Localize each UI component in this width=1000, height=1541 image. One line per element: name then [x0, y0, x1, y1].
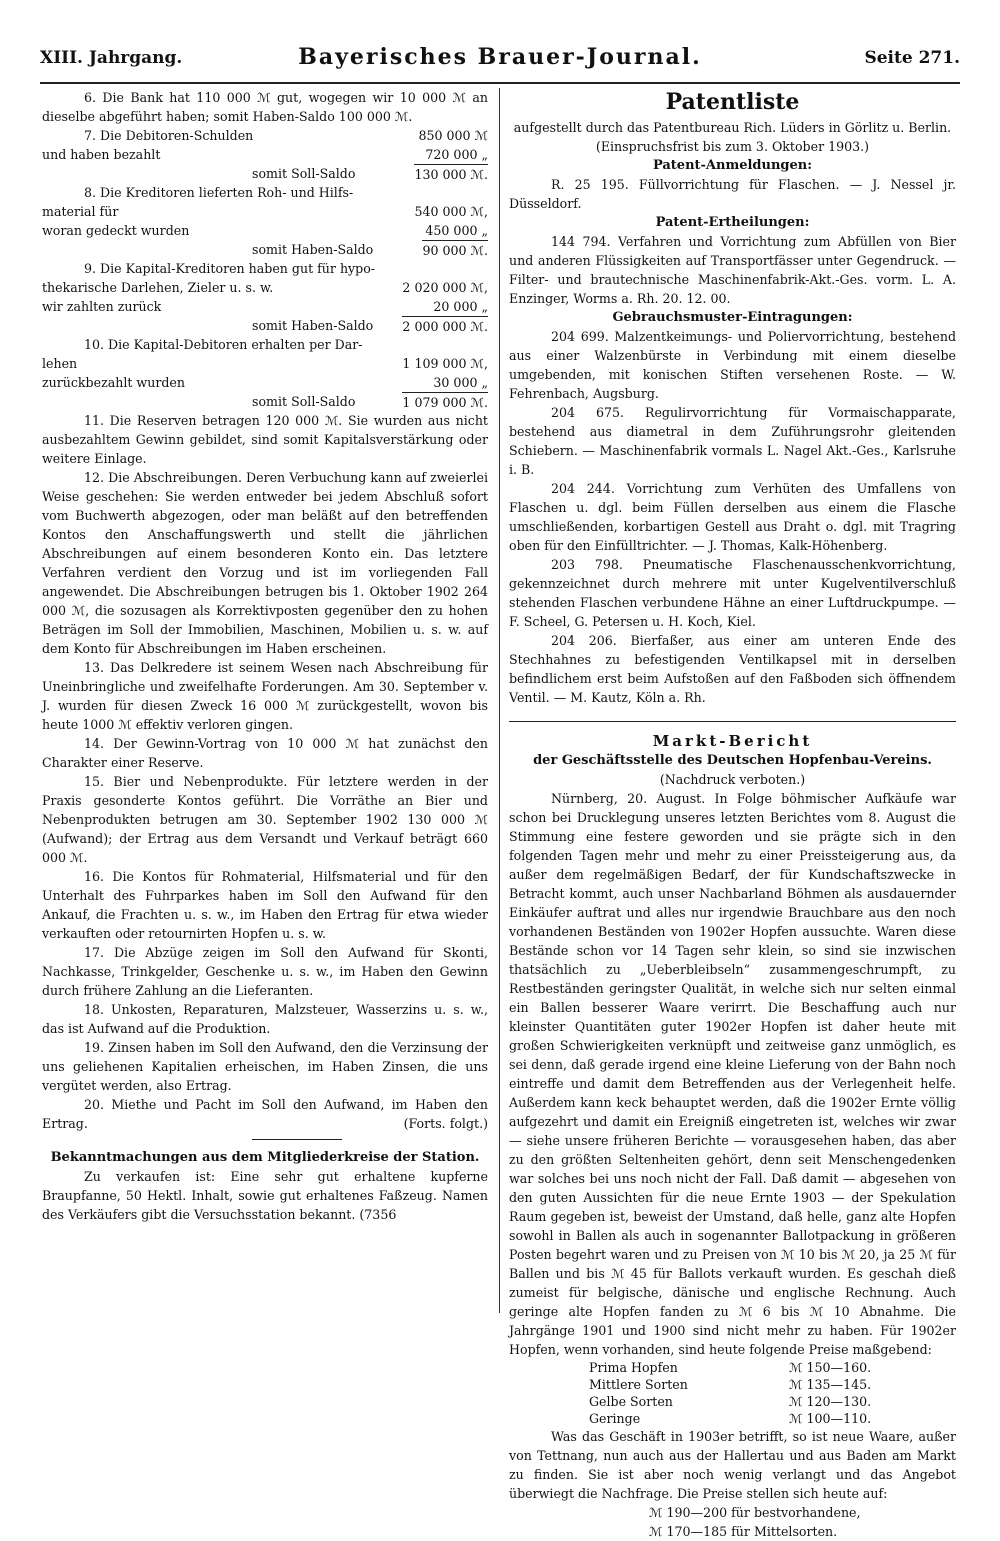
volume-label: XIII. Jahrgang.: [40, 48, 183, 68]
item-10-line2: zurückbezahlt wurden 30 000 „: [42, 373, 488, 392]
patent-list-deadline: (Einspruchsfrist bis zum 3. Oktober 1903.): [595, 139, 870, 154]
item-11: 11. Die Reserven betragen 120 000 ℳ. Sie wurden aus nicht ausbezahltem Gewinn gebildet, sind somit Kapitalsverstärkung oder weitere Einlage.: [42, 413, 488, 466]
column-divider: [499, 88, 500, 1313]
item-8-result: somit Haben-Saldo 90 000 ℳ.: [252, 242, 488, 258]
patent-grant: 144 794. Verfahren und Vorrichtung zum Abfüllen von Bier und anderen Flüssigkeiten auf Transportfässer unter Gegendruck. — Filter- und brautechnische Maschinenfabrik-Akt.-Ges. vorm. L. A. Enzinger, Worms a. Rh. 20. 12. 00.: [509, 234, 956, 306]
announcement-text: Zu verkaufen ist: Eine sehr gut erhaltene kupferne Braupfanne, 50 Hektl. Inhalt, sowie gut erhaltenes Faßzeug. Namen des Verkäufers gibt die Versuchsstation bekannt. (7356: [42, 1169, 488, 1222]
item-20: 20. Miethe und Pacht im Soll den Aufwand, im Haben den Ertrag. (Forts. folgt.): [42, 1097, 488, 1131]
item-13: 13. Das Delkredere ist seinem Wesen nach Abschreibung für Uneinbringliche und zweifelhafte Forderungen. Am 30. September v. J. wurden für diesen Zweck 16 000 ℳ zurückgestellt, wovon bis heute 1000 ℳ effektiv verloren gingen.: [42, 660, 488, 732]
item-16: 16. Die Kontos für Rohmaterial, Hilfsmaterial und für den Unterhalt des Fuhrparkes haben im Soll den Aufwand für den Ankauf, die Frachten u. s. w., im Haben den Ertrag für etwa wieder verkauften oder retournirten Hopfen u. s. w.: [42, 869, 488, 941]
item-10-line1: lehen 1 109 000 ℳ,: [42, 356, 488, 371]
patent-list-source: aufgestellt durch das Patentbureau Rich. Lüders in Görlitz u. Berlin.: [513, 120, 952, 135]
page-number: Seite 271.: [864, 48, 960, 68]
item-8-line1: material für 540 000 ℳ,: [42, 204, 488, 219]
journal-title: Bayerisches Brauer-Journal.: [298, 44, 702, 70]
patent-applications-heading: Patent-Anmeldungen:: [652, 158, 813, 173]
item-9-result: somit Haben-Saldo 2 000 000 ℳ.: [252, 318, 488, 334]
right-column: [509, 88, 956, 1541]
market-report-text-2: Was das Geschäft in 1903er betrifft, so ist neue Waare, außer von Tettnang, nun auch aus der Hallertau und aus Baden am Markt zu finden. Sie ist aber noch wenig verlangt und das Angebot überwiegt die Nachfrage. Die Preise stellen sich heute auf:: [509, 1429, 956, 1501]
item-7-result: somit Soll-Saldo 130 000 ℳ.: [252, 166, 488, 182]
item-9-line1: thekarische Darlehen, Zieler u. s. w. 2 020 000 ℳ,: [42, 280, 488, 295]
item-7-line2: und haben bezahlt 720 000 „: [42, 145, 488, 164]
item-8-head: 8. Die Kreditoren lieferten Roh- und Hilfs-: [84, 185, 354, 200]
item-14: 14. Der Gewinn-Vortrag von 10 000 ℳ hat zunächst den Charakter einer Reserve.: [42, 736, 488, 770]
price-new-medium: ℳ 170—185 für Mittelsorten.: [649, 1524, 838, 1539]
item-12: 12. Die Abschreibungen. Deren Verbuchung kann auf zweierlei Weise geschehen: Sie werden entweder bei jedem Abschluß sofort vom Buchwerth abgezogen, oder man beläßt auf den betreffenden Kontos den Anschaffungswerth und stellt die jährlichen Abschreibungen auf einem besonderen Konto ein. Das letztere Verfahren verdient den Vorzug und ist im vorliegenden Fall angewendet. Die Abschreibungen betrugen bis 1. Oktober 1902 264 000 ℳ, die sozusagen als Korrektivposten gegenüber den zu hohen Beträgen im Soll der Immobilien, Maschinen, Mobilien u. s. w. auf dem Konto für Abschreibungen im Haben erscheinen.: [42, 470, 488, 656]
separator-rule: [252, 1139, 342, 1140]
patent-application: R. 25 195. Füllvorrichtung für Flaschen. — J. Nessel jr. Düsseldorf.: [509, 177, 956, 211]
utility-model-3: 204 244. Vorrichtung zum Verhüten des Umfallens von Flaschen u. dgl. beim Füllen derselben aus einem die Flasche umschließenden, korbartigen Gestell aus Draht o. dgl. mit Tragring oben für den Einfülltrichter. — J. Thomas, Kalk-Höhenberg.: [509, 481, 956, 553]
item-8-line2: woran gedeckt wurden 450 000 „: [42, 221, 488, 240]
left-column: [42, 88, 488, 1224]
item-9-head: 9. Die Kapital-Kreditoren haben gut für hypo-: [84, 261, 376, 276]
utility-model-2: 204 675. Regulirvorrichtung für Vormaischapparate, bestehend aus diametral in dem Zuführungsrohr gleitenden Schiebern. — Maschinenfabrik vormals L. Nagel Akt.-Ges., Karlsruhe i. B.: [509, 405, 956, 477]
price-new-best: ℳ 190—200 für bestvorhandene,: [649, 1505, 861, 1520]
price-row: Prima Hopfen ℳ 150—160.: [589, 1360, 872, 1375]
item-17: 17. Die Abzüge zeigen im Soll den Aufwand für Skonti, Nachkasse, Trinkgelder, Geschenke u. s. w., im Haben den Gewinn durch frühere Zahlung an die Lieferanten.: [42, 945, 488, 998]
reprint-note: (Nachdruck verboten.): [659, 772, 806, 787]
price-table: [509, 1359, 956, 1427]
price-row: Gelbe Sorten ℳ 120—130.: [589, 1394, 872, 1409]
page-header: [40, 42, 960, 78]
market-report-subtitle: der Geschäftsstelle des Deutschen Hopfenbau-Vereins.: [533, 753, 932, 768]
price-row: Mittlere Sorten ℳ 135—145.: [589, 1377, 872, 1392]
item-19: 19. Zinsen haben im Soll den Aufwand, den die Verzinsung der uns geliehenen Kapitalien erheischen, im Haben Zinsen, die uns vergütet werden, also Ertrag.: [42, 1040, 488, 1093]
market-report-text: Nürnberg, 20. August. In Folge böhmischer Aufkäufe war schon bei Drucklegung unseres letzten Berichtes vom 8. August die Stimmung eine festere geworden und sie prägte sich in den folgenden Tagen mehr und mehr zu einer Preissteigerung aus, da außer dem regelmäßigen Bedarf, der für Kundschaftszwecke in Betracht kommt, auch unser Nachbarland Böhmen als ausdauernder Einkäufer auftrat und alles nur irgendwie Brauchbare aus den noch vorhandenen Beständen von 1902er Hopfen aussuchte. Waren diese Bestände schon vor 14 Tagen sehr klein, so sind sie inzwischen thatsächlich zu „Ueberbleibseln“ zusammengeschrumpft, zu Restbeständen geringster Qualität, in welche sich nur selten einmal ein Ballen besserer Waare verirrt. Die Beschaffung auch nur kleinster Quantitäten guter 1902er Hopfen ist daher heute mit großen Schwierigkeiten verknüpft und zeitweise ganz unmöglich, es sei denn, daß gerade irgend eine kleine Lieferung von der Bahn noch eintreffe und damit dem Betreffenden aus der Verlegenheit helfe. Außerdem kann keck behauptet werden, daß die 1902er Ernte völlig aufgezehrt und damit ein Ereigniß eingetreten ist, welches wir zwar — siehe unsere früheren Berichte — vorausgesehen haben, das aber zu den größten Seltenheiten gehört, denn seit Menschengedenken war solches bei uns noch nicht der Fall. Daß damit — abgesehen von den guten Aussichten für die neue Ernte 1903 — der Spekulation Raum gegeben ist, beweist der Umstand, daß helle, ganz alte Hopfen sowohl in Ballen als auch in sogenannter Ballotpackung in größeren Posten begehrt waren und zu Preisen von ℳ 10 bis ℳ 20, ja 25 ℳ für Ballen und bis ℳ 45 für Ballots verkauft wurden. Es geschah dieß zumeist für belgische, dänische und englische Rechnung. Auch geringe alte Hopfen fanden zu ℳ 6 bis ℳ 10 Abnahme. Die Jahrgänge 1901 und 1900 sind nicht mehr zu haben. Für 1902er Hopfen, wenn vorhanden, sind heute folgende Preise maßgebend:: [509, 791, 956, 1357]
price-row: Geringe ℳ 100—110.: [589, 1411, 872, 1426]
utility-models-heading: Gebrauchsmuster-Eintragungen:: [612, 310, 853, 325]
item-7-head: 7. Die Debitoren-Schulden 850 000 ℳ: [84, 128, 488, 143]
continued-note: (Forts. folgt.): [403, 1116, 488, 1131]
item-6: 6. Die Bank hat 110 000 ℳ gut, wogegen wir 10 000 ℳ an dieselbe abgeführt haben; somit Haben-Saldo 100 000 ℳ.: [42, 90, 488, 124]
utility-model-4: 203 798. Pneumatische Flaschenausschenkvorrichtung, gekennzeichnet durch mehrere mit unter Kugelventilverschluß stehenden Flaschen verbundene Hähne an einer Luftdruckpumpe. — F. Scheel, G. Petersen u. H. Koch, Kiel.: [509, 557, 956, 629]
item-9-line2: wir zahlten zurück 20 000 „: [42, 297, 488, 316]
utility-model-1: 204 699. Malzentkeimungs- und Poliervorrichtung, bestehend aus einer Walzenbürste in Verbindung mit einem dieselbe umgebenden, mit konischen Stiften versehenen Roste. — W. Fehrenbach, Augsburg.: [509, 329, 956, 401]
section-rule: [509, 721, 956, 722]
item-10-result: somit Soll-Saldo 1 079 000 ℳ.: [252, 394, 488, 410]
patent-list-title: Patentliste: [665, 89, 800, 115]
item-18: 18. Unkosten, Reparaturen, Malzsteuer, Wasserzins u. s. w., das ist Aufwand auf die Produktion.: [42, 1002, 488, 1036]
market-report-title: Markt-Bericht: [652, 732, 813, 750]
header-rule: [40, 82, 960, 84]
item-10-head: 10. Die Kapital-Debitoren erhalten per Dar-: [84, 337, 363, 352]
item-15: 15. Bier und Nebenprodukte. Für letztere werden in der Praxis gesonderte Kontos geführt. Die Vorräthe an Bier und Nebenprodukten betrugen am 30. September 1902 130 000 ℳ (Aufwand); der Ertrag aus dem Versandt und Verkauf beträgt 660 000 ℳ.: [42, 774, 488, 865]
announcements-title: Bekanntmachungen aus dem Mitgliederkreise der Station.: [50, 1150, 480, 1165]
utility-model-5: 204 206. Bierfaßer, aus einer am unteren Ende des Stechhahnes zu befestigenden Ventilkapsel mit in derselben befindlichem erst beim Aufstoßen auf den Faßboden sich öffnendem Ventil. — M. Kautz, Köln a. Rh.: [509, 633, 956, 705]
patent-grants-heading: Patent-Ertheilungen:: [655, 215, 810, 230]
